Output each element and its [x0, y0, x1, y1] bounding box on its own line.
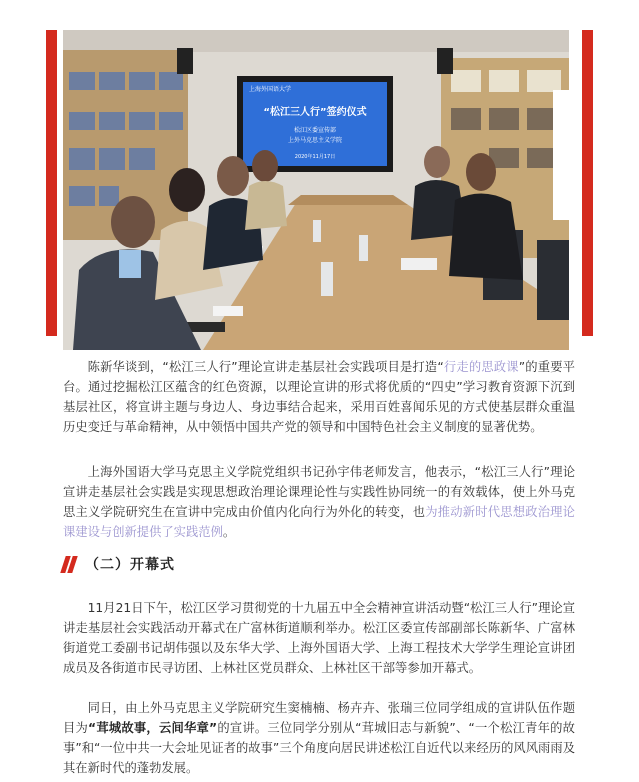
para4-text-end: 的宣讲。三位同学分别从“茸城旧志与新貌”、“一个松江青年的故事”和“一位中共一大会址见证者的故事”三个角度向居民讲述松江自近代以来经历的风风雨雨及其在新时代的蓬勃发展。: [63, 721, 575, 775]
para1-text-start: 陈新华谈到，“松江三人行”理论宣讲走基层社会实践项目是打造“: [87, 360, 444, 374]
para2-text-end: 。: [222, 525, 236, 539]
lecture-title: “茸城故事，云间华章”: [88, 721, 218, 735]
paragraph-opening-ceremony: 11月21日下午，松江区学习贯彻党的十九届五中全会精神宣讲活动暨“松江三人行”理论宣讲走基层社会实践活动开幕式在广富林街道顺利举办。松江区委宣传部副部长陈新华、广富林街道党工委副书记胡伟强以及东华大学、上海外国语大学、上海工程技术大学学生理论宣讲团成员及各街道市民寻访团、上林社区党员群众、上林社区干部等参加开幕式。: [63, 601, 575, 675]
para4-text-start: 同日，由上外马克思主义学院研究生窦楠楠、杨卉卉、张瑞三位同学组成的宣讲队伍作题目为: [63, 701, 575, 735]
para1-text-end: ”的重要平台。通过挖掘松江区蕴含的红色资源，以理论宣讲的形式将优质的“四史”学习教育资源下沉到基层社区，将宣讲主题与身边人、身边事结合起来，采用百姓喜闻乐见的方式使基层群众重温历史变迁与革命精神，从中领悟中国共产党的领导和中国特色社会主义制度的显著优势。: [63, 360, 575, 434]
screen-banner: 上海外国语大学: [249, 86, 292, 93]
left-red-accent-bar: [46, 30, 57, 336]
screen-line-1: 松江区委宣传部: [293, 127, 337, 134]
screen-title: “松江三人行”签约仪式: [263, 107, 367, 118]
para1-highlight: 行走的思政课: [443, 360, 519, 374]
para2-highlight: 为推动新时代思想政治理论课建设与创新提供了实践范例: [63, 505, 575, 539]
meeting-photo: [63, 30, 569, 350]
paragraph-lecture: [63, 698, 575, 778]
paragraph-chen-remarks: [63, 357, 575, 437]
section-heading-opening: [63, 552, 175, 576]
screen-line-2: 上外马克思主义学院: [287, 137, 343, 144]
right-red-accent-bar: [582, 30, 593, 336]
paragraph-sun-remarks: [63, 462, 575, 542]
screen-date: 2020年11月17日: [294, 154, 336, 160]
para2-text-start: 上海外国语大学马克思主义学院党组织书记孙宇伟老师发言，他表示，“松江三人行”理论宣讲走基层社会实践是实现思想政治理论课理论性与实践性协同统一的有效载体，使上外马克思主义学院研究生在宣讲中完成由价值内化向行为外化的转变，也: [63, 465, 575, 519]
double-slash-icon: [63, 556, 75, 573]
section-title: （二）开幕式: [85, 557, 175, 573]
